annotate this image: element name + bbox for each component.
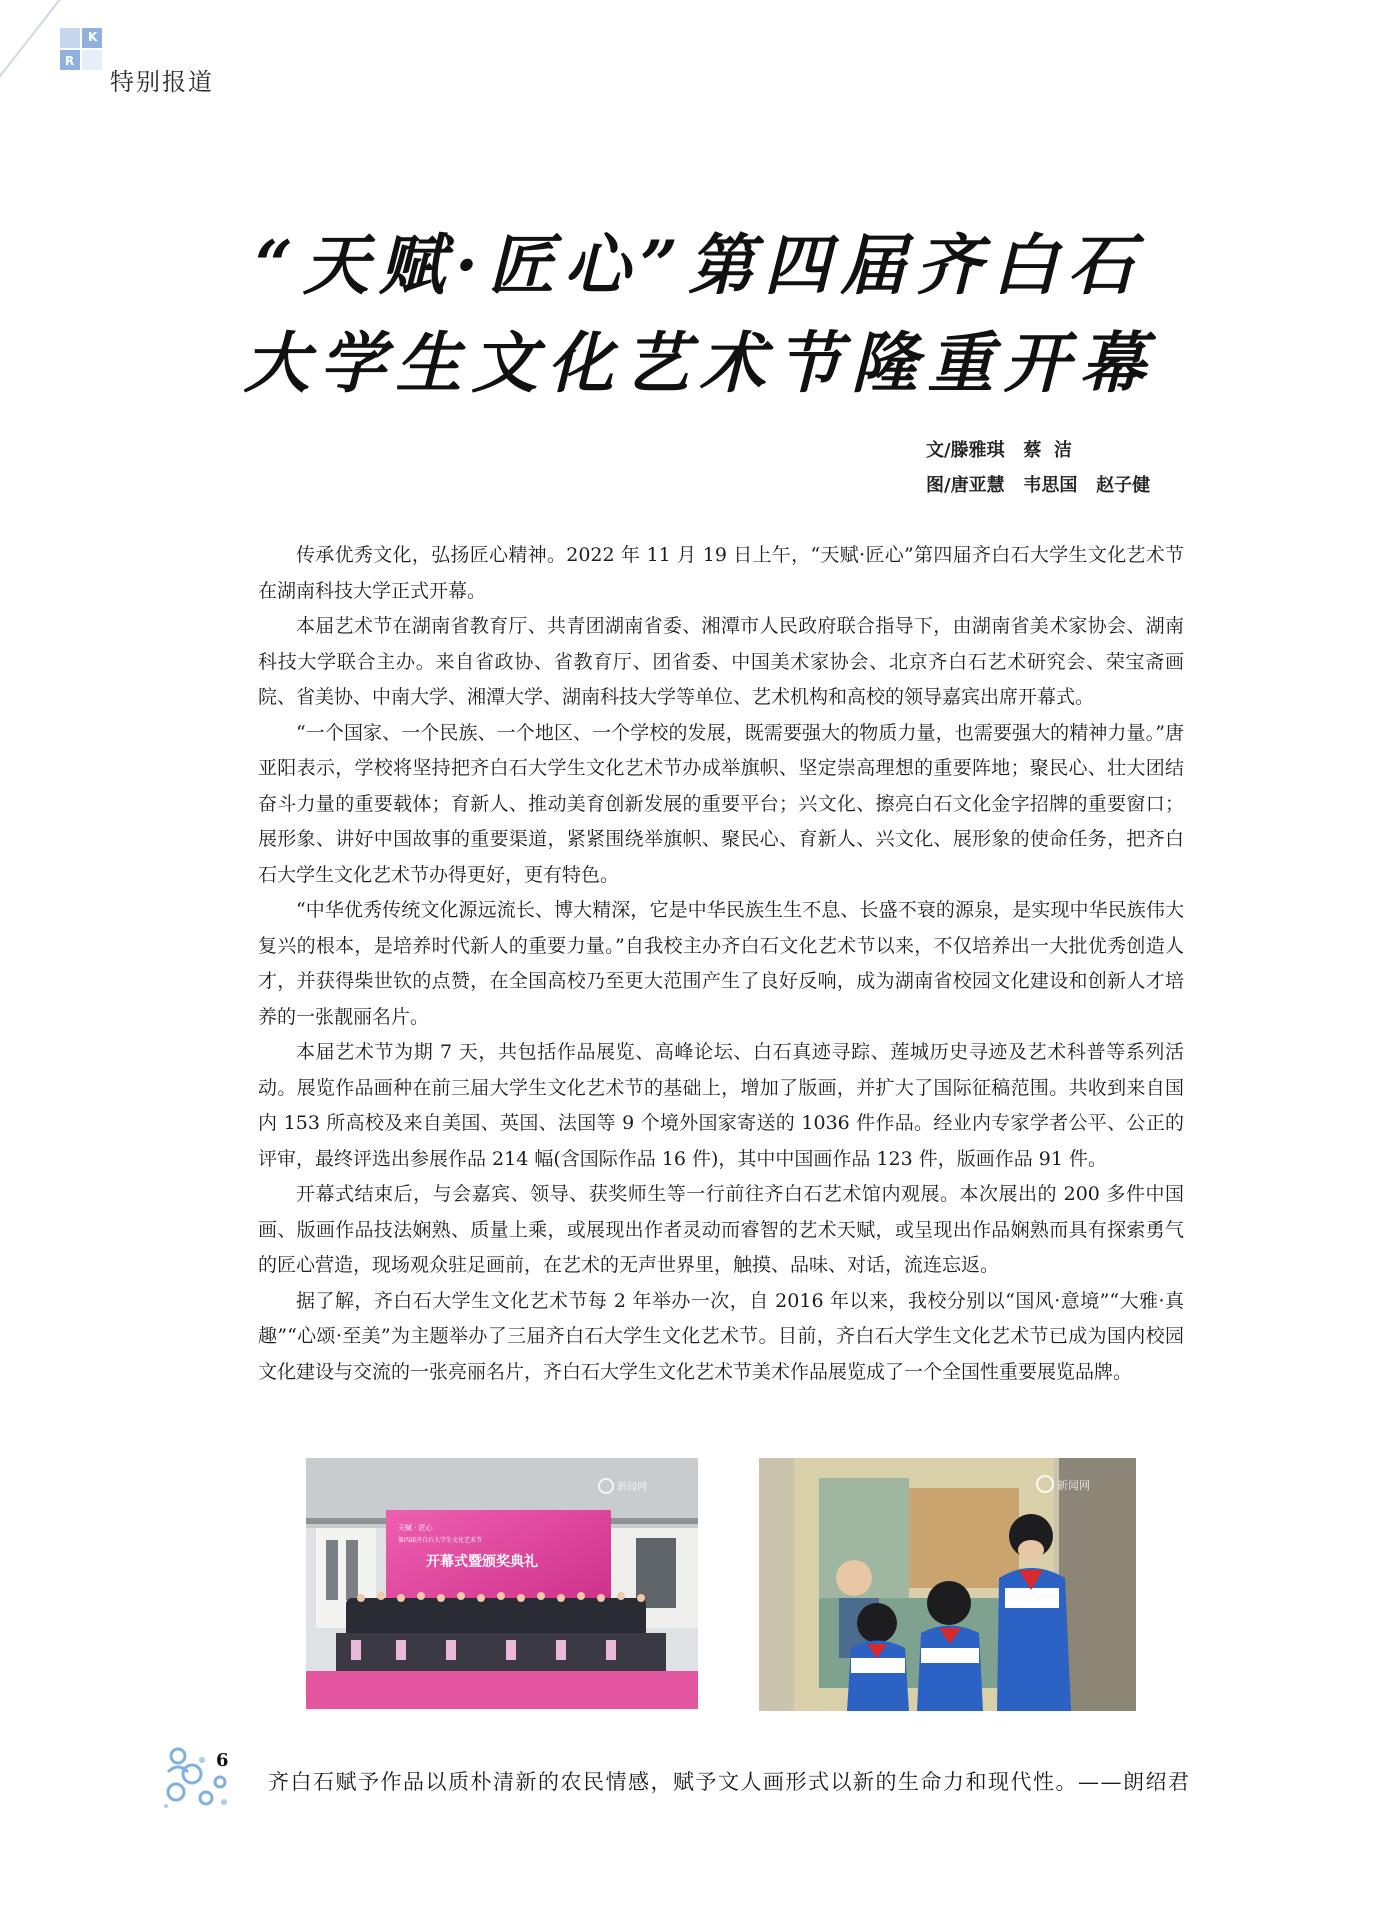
- kr-logo: [60, 28, 108, 76]
- paragraph: 开幕式结束后，与会嘉宾、领导、获奖师生等一行前往齐白石艺术馆内观展。本次展出的 200 多件中国画、版画作品技法娴熟、质量上乘，或展现出作者灵动而睿智的艺术天赋，或呈现出作品娴熟而具有探索勇气的匠心营造，现场观众驻足画前，在艺术的无声世界里，触摸、品味、对话，流连忘返。: [258, 1183, 1184, 1276]
- paragraph: 据了解，齐白石大学生文化艺术节每 2 年举办一次，自 2016 年以来，我校分别以“国风·意境”“大雅·真趣”“心颂·至美”为主题举办了三届齐白石大学生文化艺术节。目前，齐白石大学生文化艺术节已成为国内校园文化建设与交流的一张亮丽名片，齐白石大学生文化艺术节美术作品展览成了一个全国性重要展览品牌。: [258, 1289, 1184, 1383]
- paragraph: “中华优秀传统文化源远流长、博大精深，它是中华民族生生不息、长盛不衰的源泉，是实现中华民族伟大复兴的根本，是培养时代新人的重要力量。”自我校主办齐白石文化艺术节以来，不仅培养出一大批优秀创造人才，并获得柴世钦的点赞，在全国高校乃至更大范围产生了良好反响，成为湖南省校园文化建设和创新人才培养的一张靓丽名片。: [258, 899, 1184, 1028]
- header-divider-line: [0, 0, 68, 94]
- logo-letter-k: K: [88, 30, 98, 44]
- students-viewing-artwork-photo: [759, 1458, 1136, 1711]
- backdrop-small-text: 天赋 · 匠心: [398, 1524, 433, 1532]
- article-body: [258, 538, 1184, 1390]
- backdrop-main-text: 开幕式暨颁奖典礼: [426, 1554, 538, 1570]
- paragraph: “一个国家、一个民族、一个地区、一个学校的发展，既需要强大的物质力量，也需要强大的精神力量。”唐亚阳表示，学校将坚持把齐白石大学生文化艺术节办成举旗帜、坚定崇高理想的重要阵地；聚民心、壮大团结奋斗力量的重要载体；育新人、推动美育创新发展的重要平台；兴文化、擦亮白石文化金字招牌的重要窗口；展形象、讲好中国故事的重要渠道，紧紧围绕举旗帜、聚民心、育新人、兴文化、展形象的使命任务，把齐白石大学生文化艺术节办得更好，更有特色。: [258, 721, 1184, 886]
- paragraph: 本届艺术节在湖南省教育厅、共青团湖南省委、湘潭市人民政府联合指导下，由湖南省美术家协会、湖南科技大学联合主办。来自省政协、省教育厅、团省委、中国美术家协会、北京齐白石艺术研究会、荣宝斋画院、省美协、中南大学、湘潭大学、湖南科技大学等单位、艺术机构和高校的领导嘉宾出席开幕式。: [258, 615, 1184, 708]
- photo1-watermark: 新闻网: [617, 1482, 647, 1493]
- logo-letter-r: R: [65, 54, 75, 68]
- page-number: 6: [216, 1750, 229, 1771]
- byline-photo-credit: 图/唐亚慧 韦思国 赵子健: [926, 475, 1151, 496]
- students-photo-illustration: [759, 1458, 1136, 1711]
- group-photo-illustration: [306, 1458, 698, 1709]
- photo2-watermark: 新闻网: [1057, 1479, 1090, 1492]
- section-label: 特别报道: [110, 68, 214, 96]
- byline-text-author: 文/滕雅琪 蔡 洁: [926, 440, 1072, 461]
- decorative-swirl-icon: [162, 1742, 242, 1814]
- backdrop-sub-text: 第四届齐白石大学生文化艺术节: [398, 1537, 483, 1544]
- article-title-line2: 大学生文化艺术节隆重开幕: [243, 324, 1156, 402]
- group-photo-ceremony: [306, 1458, 698, 1709]
- paragraph: 本届艺术节为期 7 天，共包括作品展览、高峰论坛、白石真迹寻踪、莲城历史寻迹及艺术科普等系列活动。展览作品画种在前三届大学生文化艺术节的基础上，增加了版画，并扩大了国际征稿范围。共收到来自国内 153 所高校及来自美国、英国、法国等 9 个境外国家寄送的 1036 件作品。经业内专家学者公平、公正的评审，最终评选出参展作品 214 幅(含国际作品 16 件)，其中中国画作品 123 件，版画作品 91 件。: [258, 1041, 1184, 1170]
- article-title-line1: “天赋·匠心”第四届齐白石: [255, 226, 1144, 304]
- footer-quote: 齐白石赋予作品以质朴清新的农民情感，赋予文人画形式以新的生命力和现代性。——朗绍君: [268, 1770, 1191, 1794]
- paragraph: 传承优秀文化，弘扬匠心精神。2022 年 11 月 19 日上午，“天赋·匠心”第四届齐白石大学生文化艺术节在湖南科技大学正式开幕。: [258, 544, 1184, 602]
